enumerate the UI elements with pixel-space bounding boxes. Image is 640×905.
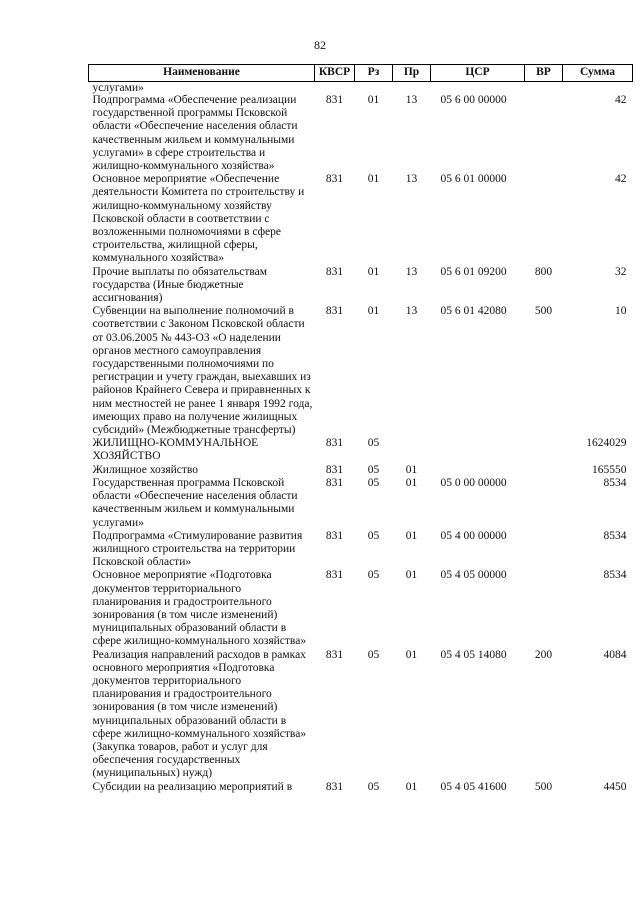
cell-kvsr: 831 (325, 463, 344, 476)
cell-csr: 05 6 01 42080 (440, 305, 507, 318)
cell-pr: 01 (405, 463, 418, 476)
cell-csr: 05 6 00 00000 (440, 94, 507, 106)
cell-kvsr: 831 (325, 173, 344, 186)
cell-kvsr: 831 (325, 529, 344, 542)
cell-pr: 01 (405, 569, 418, 582)
table-row (89, 94, 633, 173)
cell-rz: 05 (367, 648, 380, 661)
cell-csr: 05 4 05 41600 (440, 780, 507, 793)
cell-rz: 05 (367, 437, 380, 450)
cell-pr (393, 82, 431, 95)
cell-kvsr: 831 (325, 569, 344, 582)
table-row (89, 437, 633, 463)
cell-pr: 01 (405, 648, 418, 661)
cell-pr: 01 (405, 476, 418, 489)
cell-name: Реализация направлений расходов в рамках основного мероприятия «Подготовка документов территориального планирования и градостроительного зонирования (в том числе изменений) муниципальных образований области в сфере жилищно-коммунального хозяйства» (Закупка товаров, работ и услуг для обеспечения государственных (муниципальных) нужд) (92, 648, 307, 780)
cell-sum: 42 (615, 94, 627, 106)
table-row (89, 477, 633, 530)
header-pr: Пр (393, 65, 431, 82)
cell-csr: 05 4 00 00000 (440, 529, 507, 542)
cell-name: услугами» (92, 82, 144, 94)
cell-sum (563, 82, 633, 95)
cell-vr: 500 (534, 305, 553, 318)
cell-kvsr (315, 82, 355, 95)
cell-rz: 01 (367, 94, 380, 106)
cell-name: ЖИЛИЩНО-КОММУНАЛЬНОЕ ХОЗЯЙСТВО (92, 437, 259, 463)
cell-pr: 01 (405, 529, 418, 542)
cell-csr: 05 4 05 00000 (440, 569, 507, 582)
cell-sum: 4084 (603, 648, 627, 661)
cell-name: Прочие выплаты по обязательствам государства (Иные бюджетные ассигнования) (92, 265, 268, 305)
cell-vr: 500 (534, 780, 553, 793)
cell-name: Подпрограмма «Стимулирование развития жилищного строительства на территории Псковской области» (92, 529, 303, 569)
cell-kvsr: 831 (325, 437, 344, 450)
cell-kvsr: 831 (325, 780, 344, 793)
cell-rz: 05 (367, 780, 380, 793)
cell-kvsr: 831 (325, 305, 344, 318)
cell-rz: 01 (367, 265, 380, 278)
cell-vr (525, 477, 563, 530)
header-vr: ВР (525, 65, 563, 82)
cell-name: Жилищное хозяйство (92, 463, 199, 476)
cell-name: Подпрограмма «Обеспечение реализации государственной программы Псковской области «Обеспечение населения области качественным жильем и коммунальными услугами» в сфере строительства и жилищно-коммунального хозяйства» (92, 94, 298, 173)
cell-rz: 01 (367, 305, 380, 318)
cell-rz: 05 (367, 463, 380, 476)
cell-vr (525, 569, 563, 648)
table-row (89, 464, 633, 477)
cell-sum: 8534 (603, 569, 627, 582)
table-row (89, 569, 633, 648)
cell-csr (431, 464, 525, 477)
table-row (89, 649, 633, 781)
table-row (89, 82, 633, 95)
cell-vr: 200 (534, 648, 553, 661)
cell-csr (431, 82, 525, 95)
cell-vr (525, 530, 563, 570)
header-sum: Сумма (563, 65, 633, 82)
header-csr: ЦСР (431, 65, 525, 82)
cell-rz (355, 82, 393, 95)
cell-sum: 32 (615, 265, 627, 278)
cell-name: Основное мероприятие «Обеспечение деятельности Комитета по строительству и жилищно-коммунальному хозяйству Псковской области в соответствии с возложенными полномочиями в сфере строительства, жилищной сферы, коммунального хозяйства» (92, 173, 305, 265)
table-header (89, 65, 633, 82)
cell-vr (525, 82, 563, 95)
table-row (89, 305, 633, 437)
header-rz: Рз (355, 65, 393, 82)
cell-kvsr: 831 (325, 648, 344, 661)
table-body (89, 82, 633, 794)
cell-csr (431, 437, 525, 463)
budget-table (88, 64, 633, 794)
cell-sum: 4450 (603, 780, 627, 793)
header-name: Наименование (89, 65, 315, 82)
cell-sum: 42 (615, 173, 627, 186)
table-row (89, 781, 633, 794)
cell-sum: 8534 (603, 476, 627, 489)
cell-pr: 13 (405, 173, 418, 186)
cell-rz: 05 (367, 529, 380, 542)
cell-pr (393, 437, 431, 463)
table-row (89, 266, 633, 306)
cell-kvsr: 831 (325, 94, 344, 106)
cell-sum: 10 (615, 305, 627, 318)
cell-kvsr: 831 (325, 476, 344, 489)
cell-pr: 13 (405, 94, 418, 106)
cell-rz: 01 (367, 173, 380, 186)
cell-kvsr: 831 (325, 265, 344, 278)
cell-csr: 05 6 01 00000 (440, 173, 507, 186)
table-row (89, 530, 633, 570)
cell-sum: 165550 (592, 463, 627, 476)
cell-pr: 13 (405, 305, 418, 318)
table-row (89, 173, 633, 265)
header-kvsr: КВСР (315, 65, 355, 82)
cell-vr (525, 464, 563, 477)
cell-vr (525, 437, 563, 463)
cell-rz: 05 (367, 476, 380, 489)
cell-csr: 05 0 00 00000 (440, 476, 507, 489)
cell-name: Государственная программа Псковской области «Обеспечение населения области качественным жильем и коммунальными услугами» (92, 476, 298, 529)
cell-name: Основное мероприятие «Подготовка документов территориального планирования и градостроительного зонирования (в том числе изменений) муниципальных образований области в сфере жилищно-коммунального хозяйства» (92, 569, 307, 648)
cell-vr (525, 173, 563, 265)
cell-vr (525, 94, 563, 173)
cell-csr: 05 6 01 09200 (440, 265, 507, 278)
cell-name: Субсидии на реализацию мероприятий в (92, 780, 293, 793)
cell-sum: 1624029 (586, 437, 627, 450)
cell-csr: 05 4 05 14080 (440, 648, 507, 661)
cell-name: Субвенции на выполнение полномочий в соответствии с Законом Псковской области от 03.06.2005 № 443-ОЗ «О наделении органов местного самоуправления государственными полномочиями по регистрации и учету граждан, выехавших из районов Крайнего Севера и приравненных к ним местностей не ранее 1 января 1992 года, имеющих право на получение жилищных субсидий» (Межбюджетные трансферты) (92, 305, 313, 437)
cell-pr: 13 (405, 265, 418, 278)
cell-vr: 800 (534, 265, 553, 278)
cell-sum: 8534 (603, 529, 627, 542)
cell-rz: 05 (367, 569, 380, 582)
cell-pr: 01 (405, 780, 418, 793)
page-number: 82 (314, 38, 326, 52)
